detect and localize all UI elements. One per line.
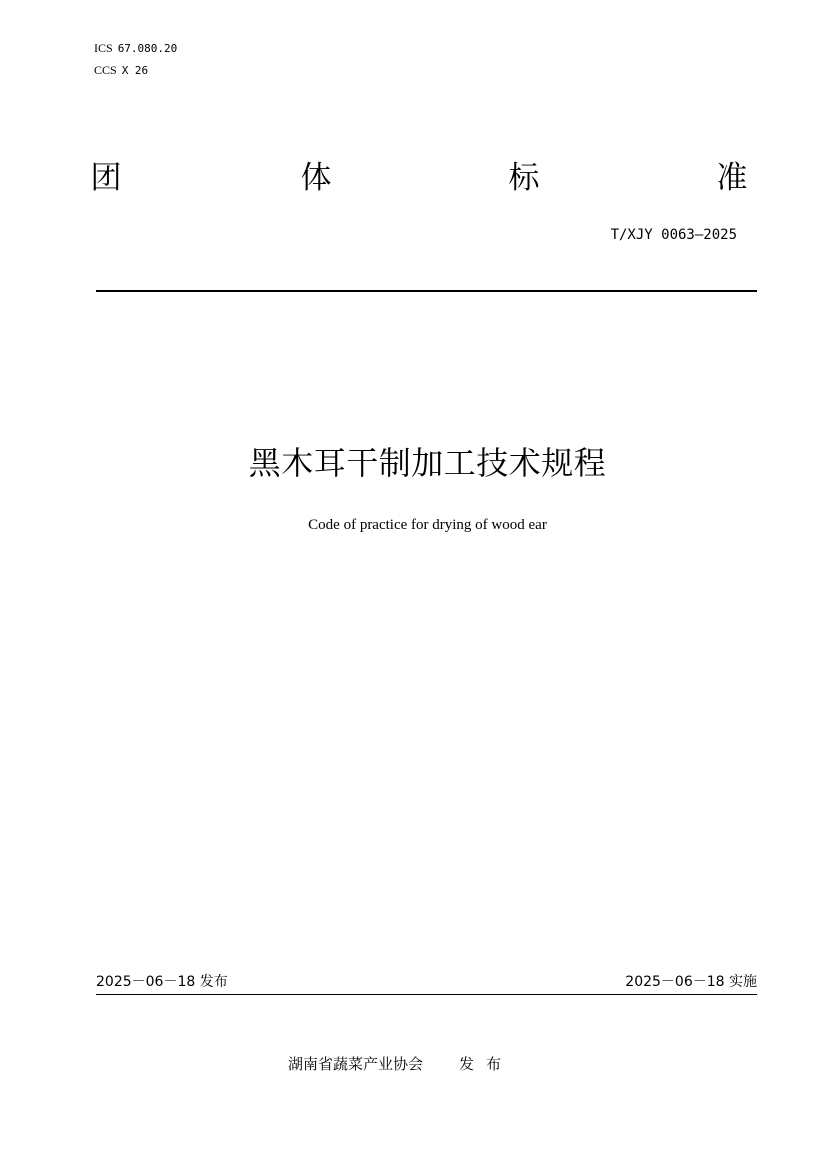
document-title-chinese: 黑木耳干制加工技术规程	[248, 444, 607, 482]
document-title-english: Code of practice for drying of wood ear	[308, 517, 547, 533]
standard-type-char: 准	[716, 160, 748, 196]
bottom-divider	[96, 994, 757, 995]
standard-number: T/XJY 0063—2025	[610, 227, 737, 243]
ics-line	[94, 40, 177, 57]
publisher-organization: 湖南省蔬菜产业协会	[288, 1055, 424, 1073]
ccs-label: CCS	[94, 63, 117, 77]
publisher-line	[288, 1053, 513, 1075]
standard-type-char: 体	[300, 160, 332, 196]
top-divider	[96, 290, 757, 292]
standard-type-char: 团	[90, 160, 122, 196]
ccs-line	[94, 62, 148, 79]
ics-value: 67.080.20	[117, 42, 178, 55]
publish-date: 2025－06－18 发布	[96, 974, 228, 990]
publisher-action: 发布	[459, 1055, 514, 1073]
ccs-value: X 26	[121, 64, 149, 77]
implementation-date: 2025－06－18 实施	[625, 974, 757, 990]
standard-type-char: 标	[508, 160, 540, 196]
ics-label: ICS	[94, 41, 113, 55]
